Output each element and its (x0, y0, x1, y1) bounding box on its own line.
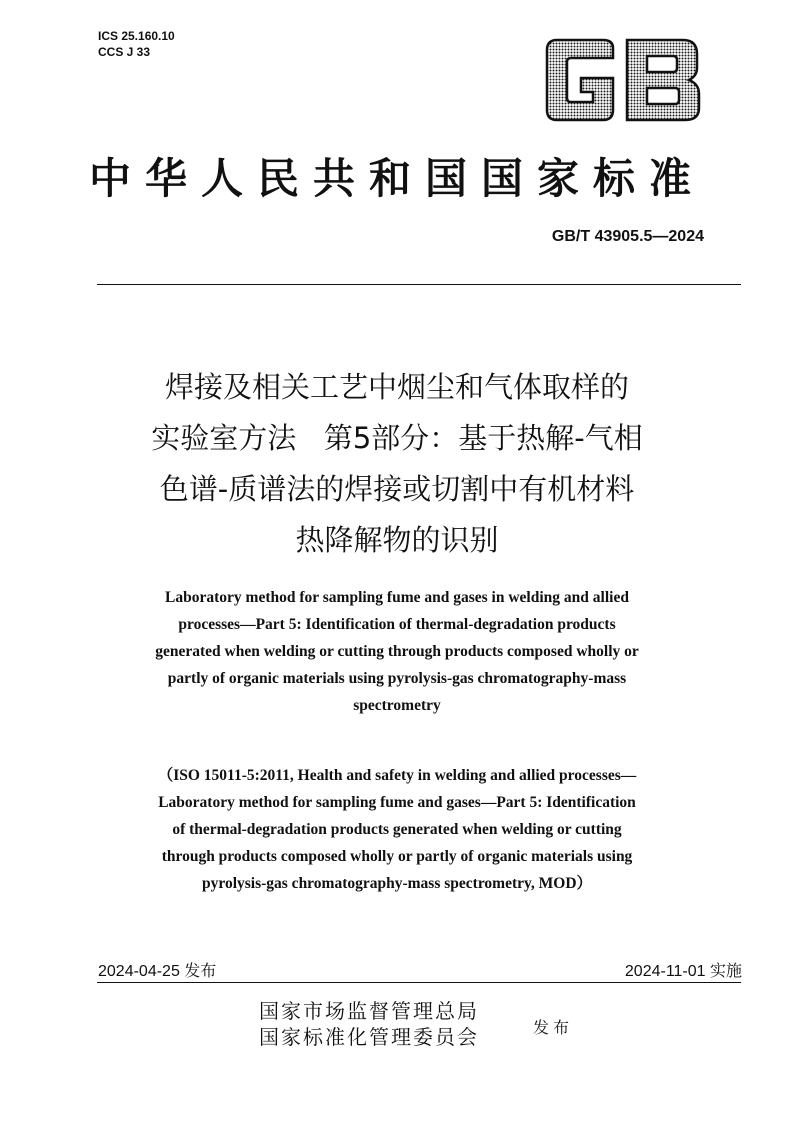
issue-label: 发布 (533, 1018, 574, 1037)
logo-letter-g (547, 40, 613, 120)
standard-category-title: 中华人民共和国国家标准 (88, 154, 705, 203)
ccs-code: CCS J 33 (98, 45, 151, 59)
chinese-title-line: 热降解物的识别 (295, 523, 499, 557)
english-title-line: partly of organic materials using pyrolysis-gas chromatography-mass (167, 670, 627, 687)
issuer-name: 国家市场监督管理总局 (259, 999, 479, 1023)
chinese-title (60, 362, 734, 566)
english-title-line: generated when welding or cutting through products composed wholly or (155, 643, 639, 660)
english-title-line: Laboratory method for sampling fume and gases in welding and allied (165, 589, 629, 606)
iso-reference-line: （ISO 15011-5:2011, Health and safety in welding and allied processes— (157, 767, 637, 784)
publish-date: 2024-04-25 发布 (98, 963, 217, 980)
implement-date: 2024-11-01 实施 (624, 963, 742, 980)
chinese-title-line: 焊接及相关工艺中烟尘和气体取样的 (164, 370, 629, 404)
chinese-title-line: 实验室方法 第5部分：基于热解-气相 (151, 421, 643, 455)
standard-number: GB/T 43905.5—2024 (551, 228, 704, 245)
iso-reference-line: pyrolysis-gas chromatography-mass spectrometry, MOD） (201, 875, 593, 892)
english-title (100, 584, 694, 719)
iso-reference-line: of thermal-degradation products generated when welding or cutting (172, 821, 622, 838)
ics-code: ICS 25.160.10 (98, 29, 175, 43)
header-divider (97, 284, 741, 285)
issuing-authorities (259, 998, 479, 1050)
gb-logo (543, 36, 703, 124)
english-title-line: spectrometry (353, 697, 441, 714)
classification-codes (98, 28, 175, 60)
chinese-title-line: 色谱-质谱法的焊接或切割中有机材料 (159, 472, 635, 506)
iso-reference-line: through products composed wholly or partly of organic materials using (161, 848, 633, 865)
logo-letter-b (627, 40, 699, 120)
english-title-line: processes—Part 5: Identification of thermal-degradation products (178, 616, 616, 633)
iso-reference-line: Laboratory method for sampling fume and gases—Part 5: Identification (158, 794, 636, 811)
issuer-name: 国家标准化管理委员会 (259, 1025, 479, 1049)
footer-divider (97, 982, 741, 983)
iso-reference (100, 762, 694, 897)
